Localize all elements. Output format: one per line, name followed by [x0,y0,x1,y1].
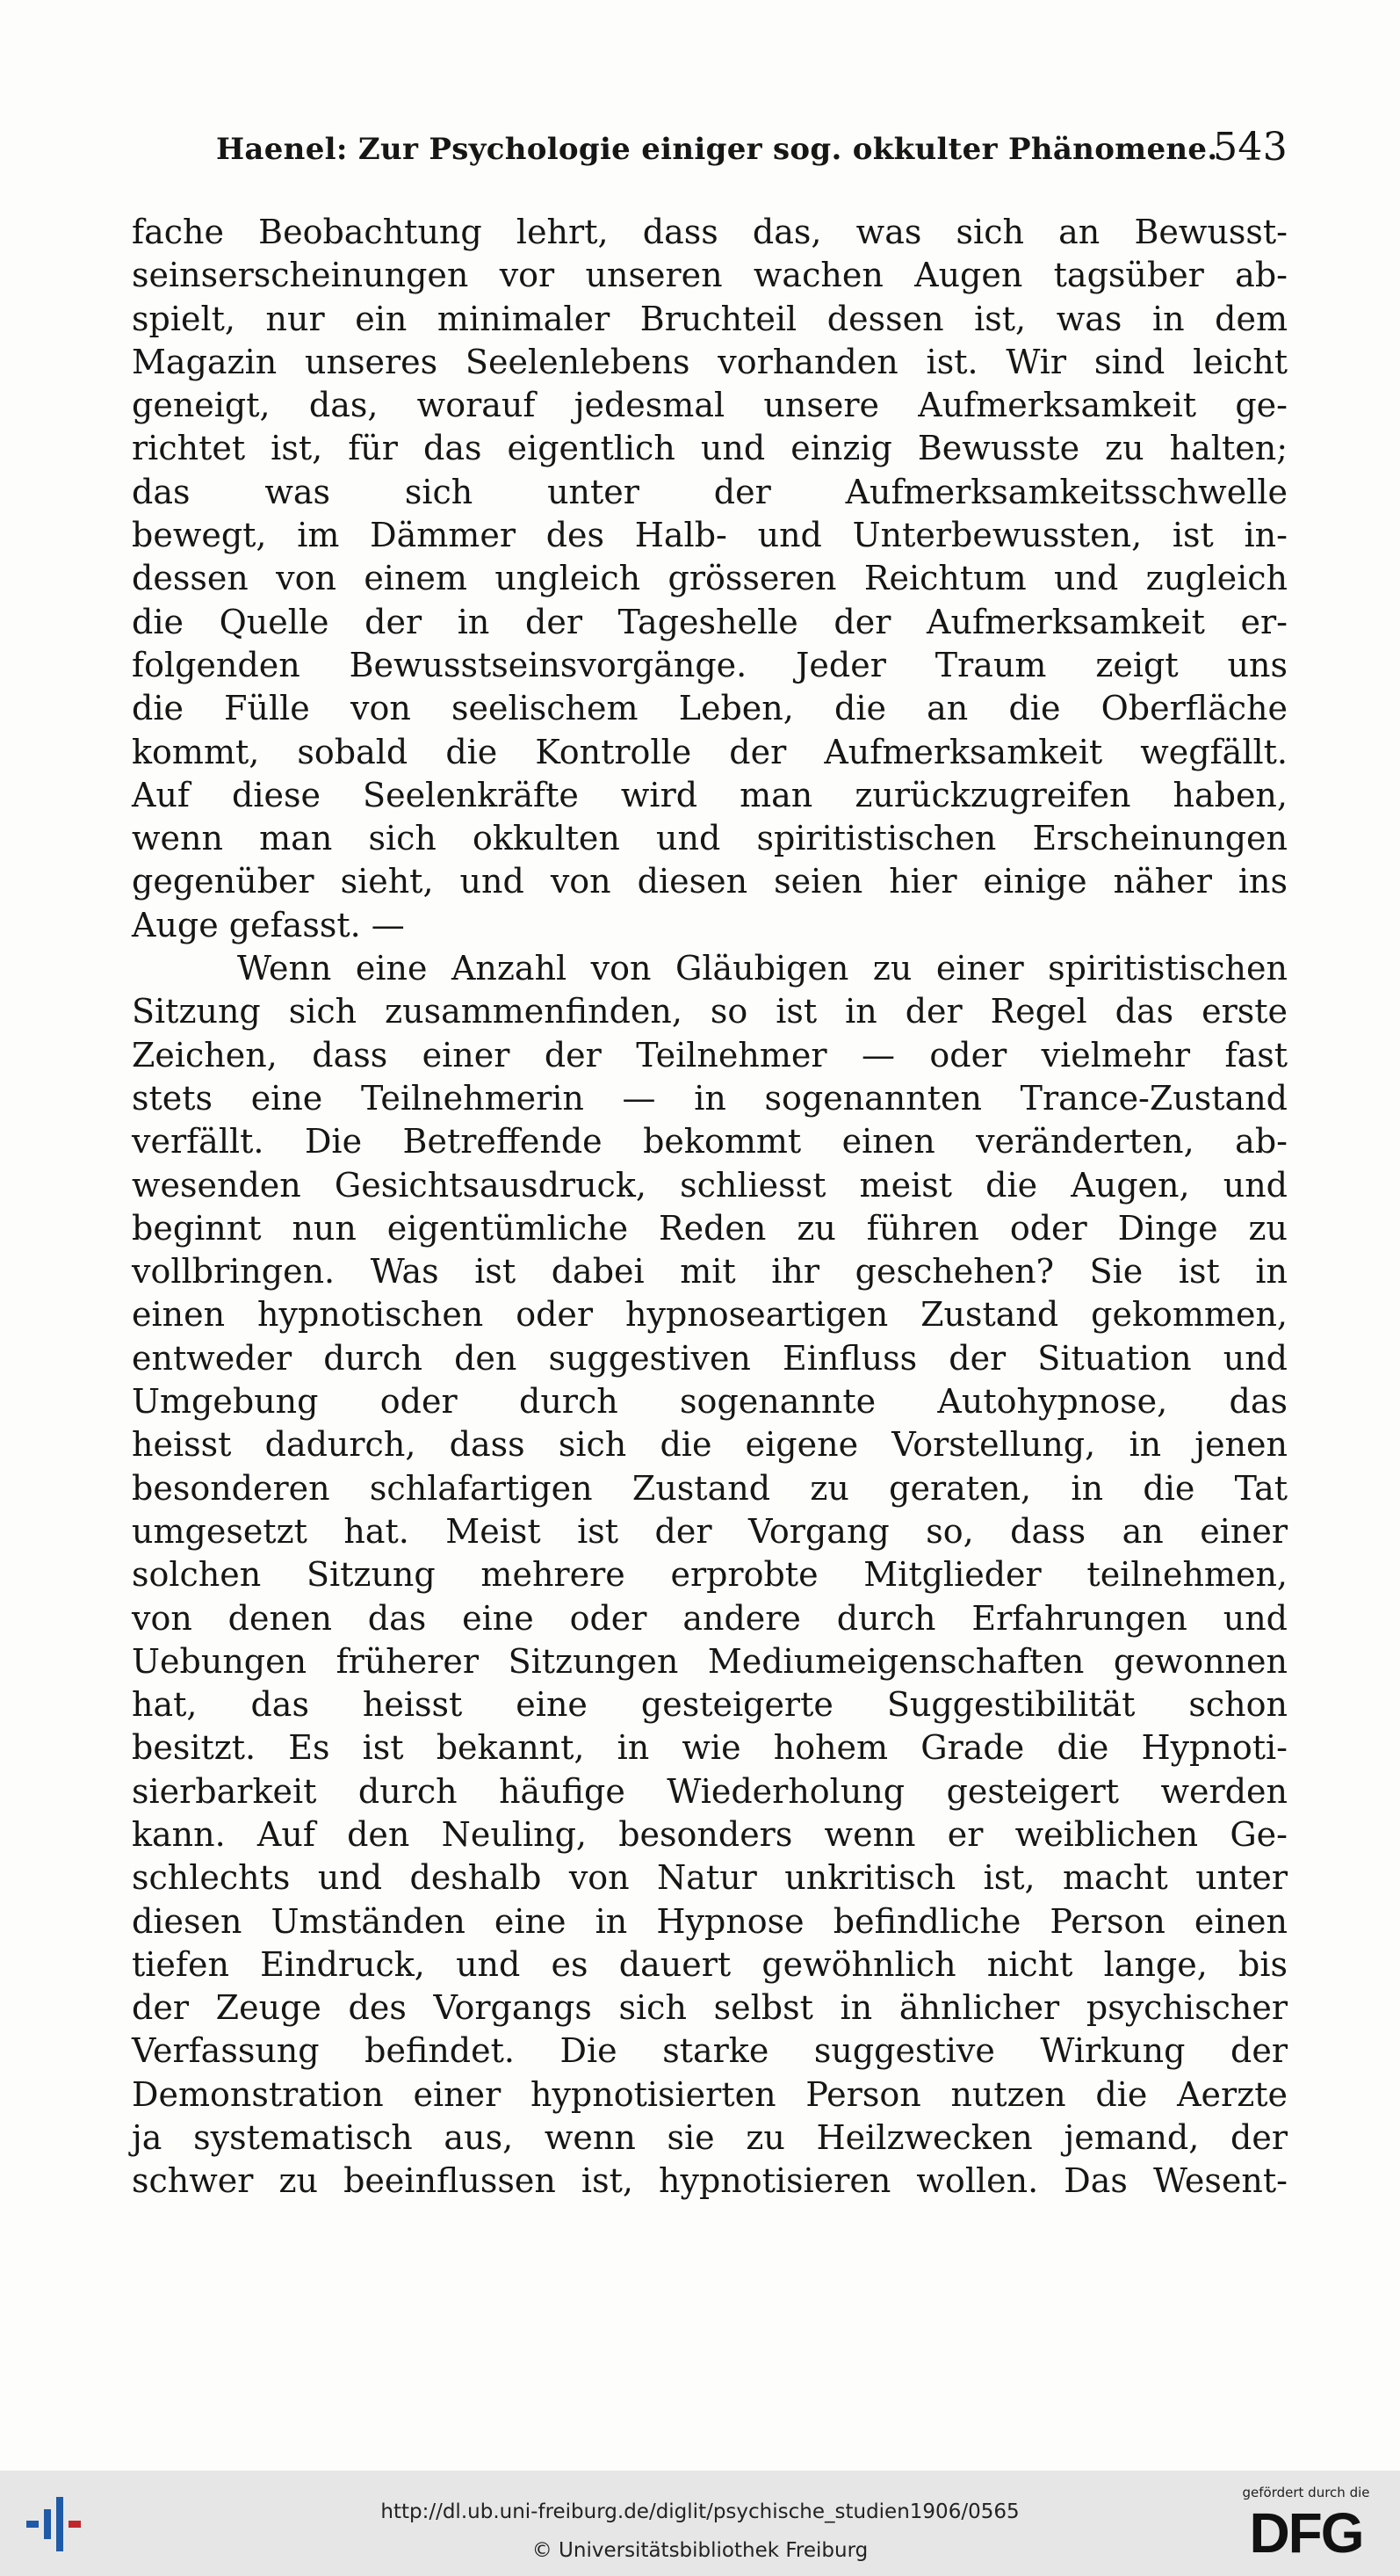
document-url-link[interactable]: http://dl.ub.uni-freiburg.de/diglit/psychische_studien1906/0565 [380,2500,1020,2523]
text-line: schwer zu beeinflussen ist, hypnotisieren wollen. Das Wesent- [132,2161,1288,2201]
text-line: Sitzung sich zusammenfinden, so ist in der Regel das erste [132,992,1288,1031]
text-line: hat, das heisst eine gesteigerte Suggestibilität schon [132,1685,1288,1725]
text-line: Umgebung oder durch sogenannte Autohypnose, das [132,1382,1288,1422]
text-line: verfällt. Die Betreffende bekommt einen veränderten, ab- [132,1122,1288,1161]
text-line: Auge gefasst. — [132,905,405,944]
text-line: die Quelle der in der Tageshelle der Aufmerksamkeit er- [132,602,1288,641]
text-line: Verfassung befindet. Die starke suggestive Wirkung der [132,2031,1288,2071]
text-line: heisst dadurch, dass sich die eigene Vorstellung, in jenen [132,1425,1288,1465]
text-line: richtet ist, für das eigentlich und einzig Bewusste zu halten; [132,429,1288,468]
text-line: kann. Auf den Neuling, besonders wenn er weiblichen Ge- [132,1814,1288,1854]
text-line: stets eine Teilnehmerin — in sogenannten Trance-Zustand [132,1078,1288,1118]
text-line: ja systematisch aus, wenn sie zu Heilzwecken jemand, der [132,2118,1288,2158]
text-line: folgenden Bewusstseinsvorgänge. Jeder Traum zeigt uns [132,645,1288,684]
funding-credit [1231,2485,1381,2564]
text-line: dessen von einem ungleich grösseren Reichtum und zugleich [132,559,1288,598]
text-line: Zeichen, dass einer der Teilnehmer — oder vielmehr fast [132,1035,1288,1075]
text-line: die Fülle von seelischem Leben, die an die Oberfläche [132,689,1288,728]
text-line: vollbringen. Was ist dabei mit ihr geschehen? Sie ist in [132,1252,1288,1292]
text-line: einen hypnotischen oder hypnoseartigen Zustand gekommen, [132,1295,1288,1335]
dfg-logo: DFG [1249,2501,1363,2565]
text-line: Demonstration einer hypnotisierten Person nutzen die Aerzte [132,2074,1288,2114]
text-line: Magazin unseres Seelenlebens vorhanden ist. Wir sind leicht [132,342,1288,381]
page-number: 543 [1213,125,1288,170]
text-line: der Zeuge des Vorgangs sich selbst in ähnlicher psychischer [132,1988,1288,2028]
running-head [207,125,1288,177]
text-line: fache Beobachtung lehrt, dass das, was sich an Bewusst- [132,213,1288,251]
text-line: seinserscheinungen vor unseren wachen Augen tagsüber ab- [132,256,1288,295]
text-line: geneigt, das, worauf jedesmal unsere Aufmerksamkeit ge- [132,386,1288,425]
text-line: umgesetzt hat. Meist ist der Vorgang so, dass an einer [132,1511,1288,1551]
body-text [132,211,1288,2203]
text-line: spielt, nur ein minimaler Bruchteil dessen ist, was in dem [132,299,1288,338]
text-line: Auf diese Seelenkräfte wird man zurückzugreifen haben, [132,775,1288,814]
text-line: Wenn eine Anzahl von Gläubigen zu einer spiritistischen [237,949,1288,988]
copyright-notice: © Universitätsbibliothek Freiburg [531,2539,869,2562]
funding-label: gefördert durch die [1242,2485,1370,2500]
running-head-title: Haenel: Zur Psychologie einiger sog. okkulter Phänomene. [216,132,1218,167]
text-line: besonderen schlafartigen Zustand zu geraten, in die Tat [132,1468,1288,1508]
text-line: schlechts und deshalb von Natur unkritisch ist, macht unter [132,1858,1288,1898]
text-line: das was sich unter der Aufmerksamkeitsschwelle [132,472,1288,511]
text-line: von denen das eine oder andere durch Erfahrungen und [132,1598,1288,1638]
text-line: beginnt nun eigentümliche Reden zu führen oder Dinge zu [132,1208,1288,1248]
text-line: tiefen Eindruck, und es dauert gewöhnlich nicht lange, bis [132,1944,1288,1984]
text-line: diesen Umständen eine in Hypnose befindliche Person einen [132,1901,1288,1941]
text-line: besitzt. Es ist bekannt, in wie hohem Grade die Hypnoti- [132,1728,1288,1768]
text-line: sierbarkeit durch häufige Wiederholung gesteigert werden [132,1771,1288,1811]
text-line: entweder durch den suggestiven Einfluss der Situation und [132,1338,1288,1378]
text-line: Uebungen früherer Sitzungen Mediumeigenschaften gewonnen [132,1641,1288,1681]
text-line: gegenüber sieht, und von diesen seien hier einige näher ins [132,862,1288,901]
text-line: kommt, sobald die Kontrolle der Aufmerksamkeit wegfällt. [132,732,1288,771]
text-line: wesenden Gesichtsausdruck, schliesst meist die Augen, und [132,1165,1288,1205]
library-footer [0,2471,1400,2576]
text-line: solchen Sitzung mehrere erprobte Mitglieder teilnehmen, [132,1555,1288,1595]
text-line: wenn man sich okkulten und spiritistischen Erscheinungen [132,819,1288,858]
text-line: bewegt, im Dämmer des Halb- und Unterbewussten, ist in- [132,516,1288,555]
